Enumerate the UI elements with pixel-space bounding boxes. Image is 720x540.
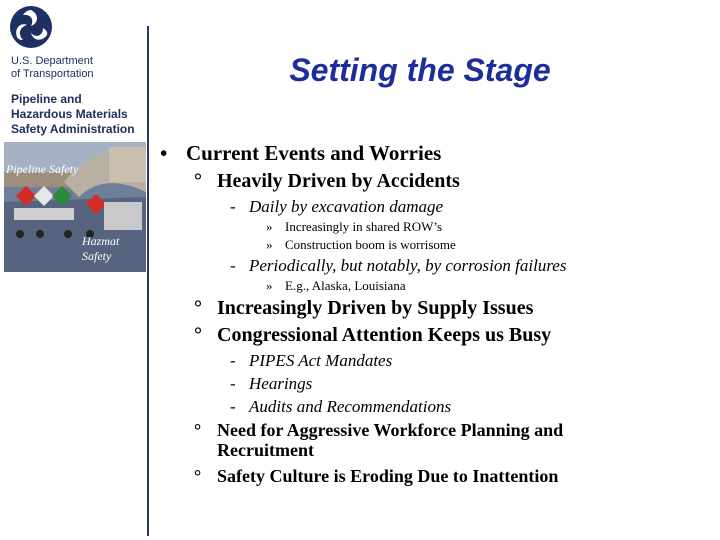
bullet-level4: » Increasingly in shared ROW’s	[266, 219, 443, 234]
bullet-ring-icon: °	[194, 466, 202, 486]
bullet-level4: » Construction boom is worrisome	[266, 237, 456, 252]
bullet-level2: ° Heavily Driven by Accidents	[194, 170, 460, 192]
sidebar-divider	[147, 26, 149, 536]
bullet-dot-icon: •	[160, 141, 168, 165]
bullet-level3: - PIPES Act Mandates	[230, 351, 393, 370]
bullet-continuation: Recruitment	[217, 440, 314, 460]
bullet-level2: ° Need for Aggressive Workforce Planning and	[194, 420, 564, 440]
bullet-level2: ° Safety Culture is Eroding Due to Inattention	[194, 466, 559, 486]
bullet-dash-icon: -	[230, 197, 236, 216]
bullet-level3: - Hearings	[230, 374, 313, 393]
bullet-chevron-icon: »	[266, 219, 273, 234]
bullet-ring-icon: °	[194, 170, 202, 192]
bullet-ring-icon: °	[194, 420, 202, 440]
bullet-level1: • Current Events and Worries	[160, 141, 442, 165]
bullet-dash-icon: -	[230, 397, 236, 416]
hazmat-safety-label: Hazmat Safety	[82, 234, 120, 263]
bullet-dash-icon: -	[230, 351, 236, 370]
administration-name: Pipeline and Hazardous Materials Safety Administration	[11, 92, 135, 136]
bullet-chevron-icon: »	[266, 278, 273, 293]
bullet-chevron-icon: »	[266, 237, 273, 252]
bullet-dash-icon: -	[230, 374, 236, 393]
bullet-ring-icon: °	[194, 324, 202, 346]
bullet-level3: - Periodically, but notably, by corrosion failures	[230, 256, 567, 275]
bullet-level2: ° Congressional Attention Keeps us Busy	[194, 324, 552, 346]
dot-triskelion-logo-icon	[9, 5, 53, 49]
bullet-level3: - Audits and Recommendations	[230, 397, 452, 416]
bullet-dash-icon: -	[230, 256, 236, 275]
bullet-level4: » E.g., Alaska, Louisiana	[266, 278, 406, 293]
department-name: U.S. Department of Transportation	[11, 55, 94, 80]
pipeline-safety-label: Pipeline Safety	[6, 162, 79, 176]
slide-title: Setting the Stage	[289, 52, 551, 88]
bullet-level2: ° Increasingly Driven by Supply Issues	[194, 297, 534, 319]
pipeline-hazmat-collage	[4, 142, 146, 272]
bullet-ring-icon: °	[194, 297, 202, 319]
bullet-level3: - Daily by excavation damage	[230, 197, 444, 216]
sidebar	[0, 0, 148, 540]
